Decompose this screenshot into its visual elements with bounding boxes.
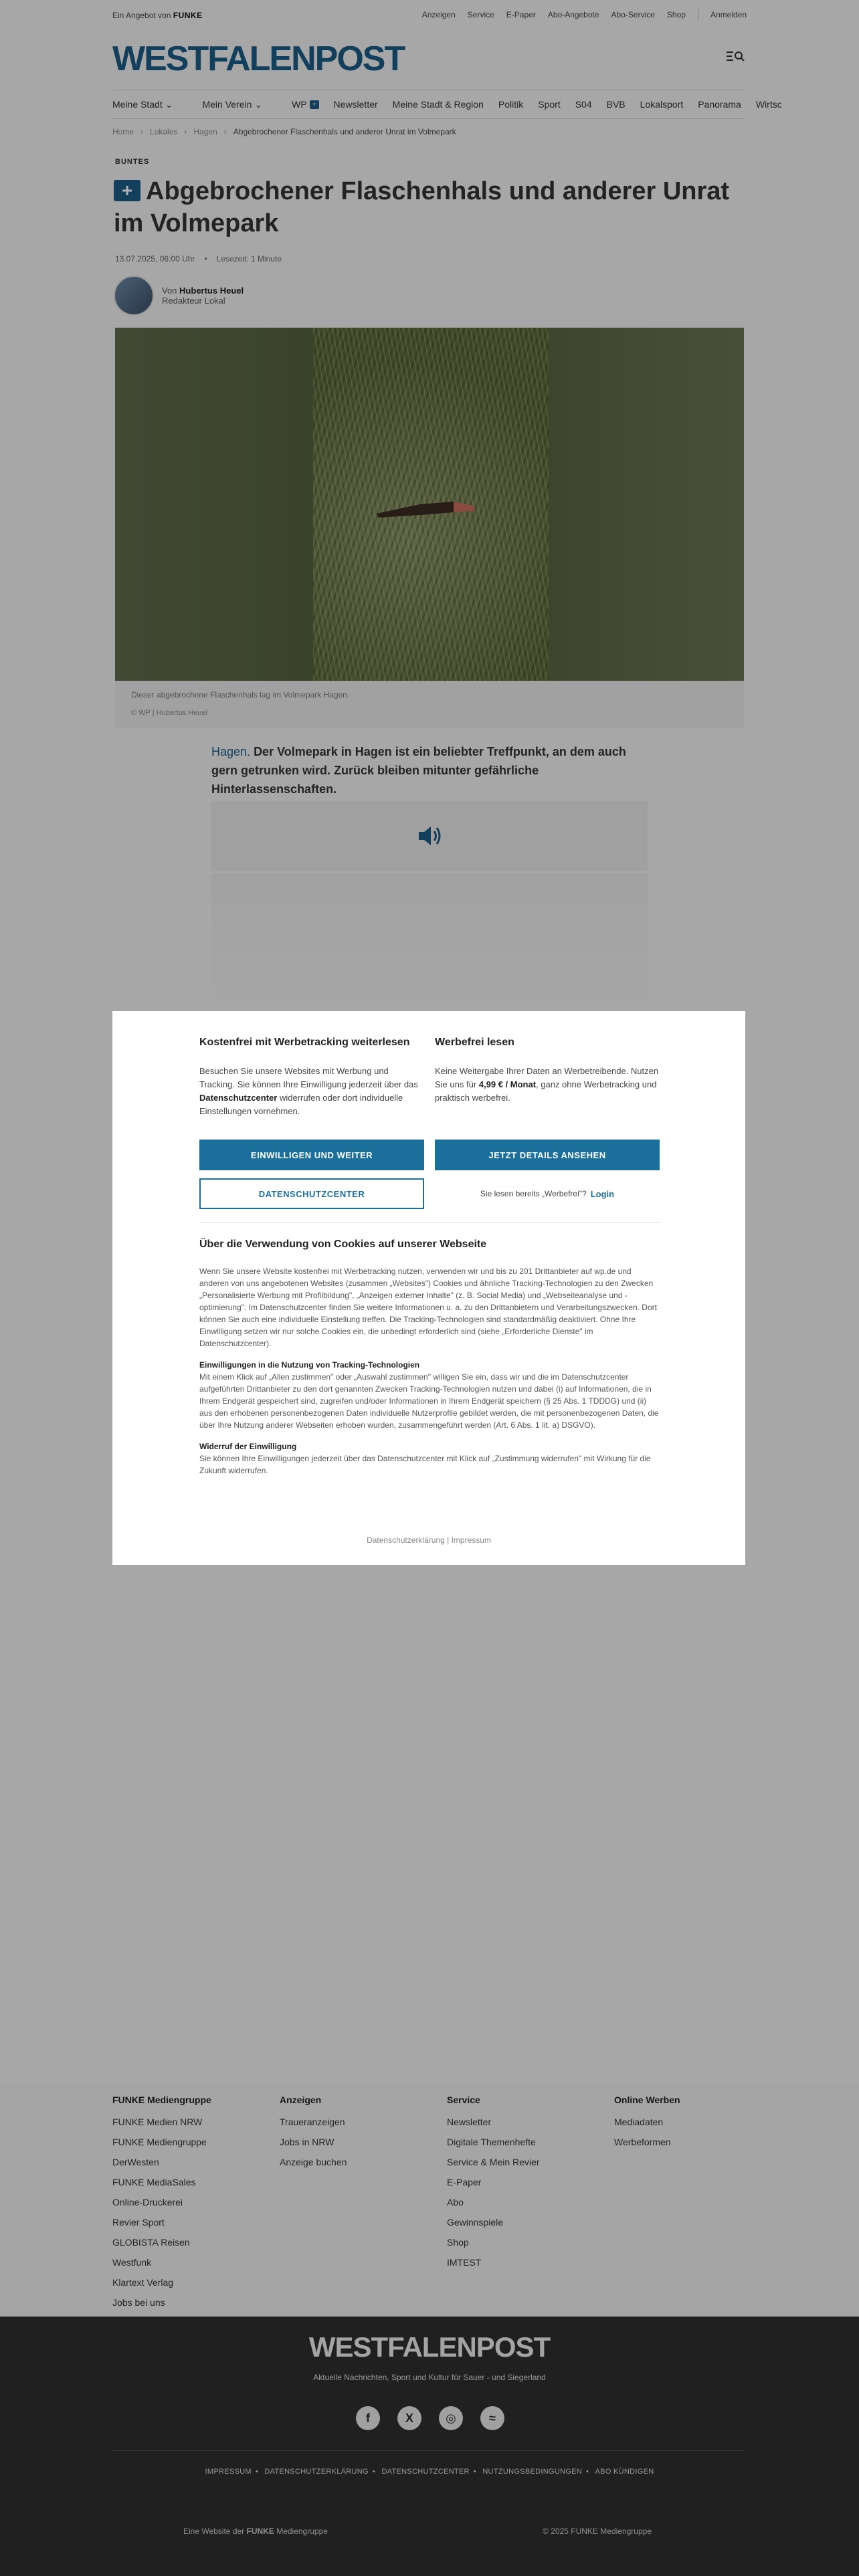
footer-link[interactable]: Mediadaten <box>614 2117 664 2127</box>
footer-link[interactable]: Jobs in NRW <box>280 2137 335 2147</box>
nav-epaper[interactable]: E-Paper <box>506 10 536 19</box>
nav-shop[interactable]: Shop <box>666 10 686 19</box>
article-date: 13.07.2025, 06:00 Uhr <box>115 254 195 263</box>
footer-link[interactable]: Service & Mein Revier <box>447 2157 540 2167</box>
details-button[interactable]: JETZT DETAILS ANSEHEN <box>435 1140 660 1170</box>
facebook-icon[interactable]: f <box>356 2406 380 2430</box>
footer-tagline: Aktuelle Nachrichten, Sport und Kultur für Sauer - und Siegerland <box>313 2373 546 2382</box>
nav-mein-verein[interactable]: Mein Verein ⌄ <box>202 98 263 110</box>
nav-bvb[interactable]: BVB <box>606 99 626 110</box>
breadcrumb-home[interactable]: Home <box>112 127 134 136</box>
footer-link[interactable]: Revier Sport <box>112 2217 165 2228</box>
funke-offer[interactable]: Ein Angebot von FUNKE <box>112 11 203 20</box>
image-credit: © WP | Hubertus Heuel <box>131 709 208 717</box>
legal-datenschutzcenter[interactable]: DATENSCHUTZCENTER <box>381 2468 470 2476</box>
nav-abo-angebote[interactable]: Abo-Angebote <box>547 10 599 19</box>
footer-col-service: Service Newsletter Digitale Themenhefte Service & Mein Revier E-Paper Abo Gewinnspiele Shop IMTEST <box>447 2095 540 2272</box>
accept-button[interactable]: EINWILLIGEN UND WEITER <box>199 1140 424 1170</box>
footer-col-funke: FUNKE Mediengruppe FUNKE Medien NRW FUNKE Mediengruppe DerWesten FUNKE MediaSales Online-Druckerei Revier Sport GLOBISTA Reisen Westfunk Klartext Verlag Jobs bei uns <box>112 2095 211 2313</box>
nav-panorama[interactable]: Panorama <box>698 99 741 110</box>
legal-datenschutzerklaerung[interactable]: DATENSCHUTZERKLÄRUNG <box>264 2468 369 2476</box>
footer-link[interactable]: FUNKE Medien NRW <box>112 2117 203 2127</box>
instagram-icon[interactable]: ◎ <box>439 2406 463 2430</box>
footer-link[interactable]: DerWesten <box>112 2157 159 2167</box>
author-role: Redakteur Lokal <box>162 296 225 306</box>
footer-link[interactable]: Westfunk <box>112 2257 152 2268</box>
legal-impressum[interactable]: IMPRESSUM <box>205 2468 252 2476</box>
nav-politik[interactable]: Politik <box>498 99 524 110</box>
nav-newsletter[interactable]: Newsletter <box>333 99 378 110</box>
reading-time: Lesezeit: 1 Minute <box>216 254 282 263</box>
already-subscriber: Sie lesen bereits „Werbefrei"? Login <box>480 1188 615 1199</box>
breadcrumb: Home › Lokales › Hagen › Abgebrochener Flaschenhals und anderer Unrat im Volmepark <box>112 127 456 136</box>
nav-anzeigen[interactable]: Anzeigen <box>421 10 456 19</box>
nav-meine-stadt[interactable]: Meine Stadt ⌄ <box>112 98 173 110</box>
site-logo[interactable]: WESTFALENPOST <box>112 39 405 78</box>
footer-link[interactable]: Shop <box>447 2237 469 2248</box>
footer-copyright: © 2025 FUNKE Mediengruppe <box>543 2527 652 2536</box>
funke-logo: FUNKE <box>173 11 203 20</box>
divider <box>199 1222 660 1223</box>
footer-link[interactable]: Gewinnspiele <box>447 2217 504 2228</box>
legal-nutzungsbedingungen[interactable]: NUTZUNGSBEDINGUNGEN <box>482 2468 583 2476</box>
legal-abo-kuendigen[interactable]: ABO KÜNDIGEN <box>595 2468 654 2476</box>
breadcrumb-current: Abgebrochener Flaschenhals und anderer Unrat im Volmepark <box>233 127 456 136</box>
footer-link[interactable]: Traueranzeigen <box>280 2117 345 2127</box>
footer-link[interactable]: E-Paper <box>447 2177 482 2187</box>
article-meta: 13.07.2025, 06:00 Uhr • Lesezeit: 1 Minute <box>115 254 282 263</box>
footer-link[interactable]: Online-Druckerei <box>112 2197 183 2208</box>
author-box[interactable]: Von Hubertus Heuel Redakteur Lokal <box>114 276 244 316</box>
nav-wp-plus[interactable]: WP + <box>292 99 318 110</box>
footer-logo[interactable]: WESTFALENPOST <box>308 2331 551 2363</box>
privacy-center-button[interactable]: DATENSCHUTZCENTER <box>199 1178 424 1209</box>
cookie-info-title: Über die Verwendung von Cookies auf unserer Webseite <box>199 1239 487 1250</box>
footer-owner: Eine Website der FUNKE Mediengruppe <box>183 2527 328 2536</box>
footer-link[interactable]: Abo <box>447 2197 464 2208</box>
nav-abo-service[interactable]: Abo-Service <box>611 10 655 19</box>
article-kicker: BUNTES <box>115 158 150 166</box>
image-caption: Dieser abgebrochene Flaschenhals lag im Volmepark Hagen. © WP | Hubertus Heuel <box>115 681 744 728</box>
x-icon[interactable]: X <box>397 2406 421 2430</box>
nav-meine-stadt-region[interactable]: Meine Stadt & Region <box>392 99 484 110</box>
nav-sport[interactable]: Sport <box>538 99 561 110</box>
login-link[interactable]: Login <box>590 1188 615 1199</box>
consent-modal <box>112 1011 745 1565</box>
nav-lokalsport[interactable]: Lokalsport <box>640 99 684 110</box>
privacy-policy-link[interactable]: Datenschutzerklärung <box>367 1535 445 1545</box>
footer-link[interactable]: Digitale Themenhefte <box>447 2137 536 2147</box>
footer-link[interactable]: IMTEST <box>447 2257 482 2268</box>
rss-icon[interactable]: ≈ <box>480 2406 504 2430</box>
footer-link[interactable]: Klartext Verlag <box>112 2277 174 2288</box>
chevron-down-icon: ⌄ <box>165 98 173 110</box>
footer-link[interactable]: Anzeige buchen <box>280 2157 347 2167</box>
login-link[interactable]: Anmelden <box>710 10 747 19</box>
footer-link[interactable]: FUNKE MediaSales <box>112 2177 196 2187</box>
consent-adfree-column: Werbefrei lesen Keine Weitergabe Ihrer Daten an Werbetreibende. Nutzen Sie uns für 4,99 € / Monat, ganz ohne Werbetracking und praktisch werbefrei. <box>435 1037 659 1103</box>
article-headline: + Abgebrochener Flaschenhals und anderer Unrat im Volmepark <box>114 177 730 237</box>
breadcrumb-lokales[interactable]: Lokales <box>150 127 178 136</box>
legal-links: IMPRESSUM • DATENSCHUTZERKLÄRUNG • DATENSCHUTZCENTER • NUTZUNGSBEDINGUNGEN • ABO KÜNDIGEN <box>205 2468 654 2476</box>
footer-link[interactable]: Werbeformen <box>614 2137 671 2147</box>
consent-adfree-title: Werbefrei lesen <box>435 1037 514 1048</box>
footer-link[interactable]: Jobs bei uns <box>112 2297 165 2308</box>
imprint-link[interactable]: Impressum <box>451 1535 491 1545</box>
footer-col-anzeigen: Anzeigen Traueranzeigen Jobs in NRW Anzeige buchen <box>280 2095 347 2172</box>
author-name: Hubertus Heuel <box>179 286 244 296</box>
cookie-info: Über die Verwendung von Cookies auf unserer Webseite Wenn Sie unsere Website kostenfrei mit Werbetracking nutzen, verwenden wir und bis zu 201 Drittanbieter auf wp.de und anderen von uns angebotenen Websites (zusammen „Websites") Cookies und ähnliche Tracking-Technologien zu den Zwecken „Personalisierte Werbung mit Profilbildung", „Anzeigen externer Inhalte" (z. B. Social Media) und „Webseiteanalyse und -optimierung". Im Datenschutzcenter finden Sie weitere Informationen u. a. zu den Drittanbietern und Verarbeitungszwecken. Dort können Sie auch eine individuelle Einstellung treffen. Die Tracking-Technologien sind standardmäßig deaktiviert. Ohne Ihre Einwilligung setzen wir nur solche Cookies ein, die unbedingt erforderlich sind (siehe „Erforderliche Dienste" im Datenschutzcenter). Einwilligungen in die Nutzung von Tracking-Technologien Mit einem Klick auf „Allen zustimmen" oder „Auswahl zustimmen" willigen Sie ein, dass wir und die im Datenschutzcenter aufgeführten Drittanbieter zu den dort genannten Zwecken Tracking-Technologien nutzen und dabei (i) auf Informationen, die in Ihrem Endgerät gespeichert sind, zugreifen und/oder Informationen in Ihrem Endgerät speichern (§ 25 Abs. 1 TDDDG) und (ii) aus den erhobenen personenbezogenen Daten individuelle Nutzerprofile gebildet werden, die mit personenbezogenen Daten, die über Ihre Nutzung anderer Webseiten erhoben wurden, zusammengeführt werden (Art. 6 Abs. 1 lit. a) DSGVO). Widerruf der Einwilligung Sie können Ihre Einwilligungen jederzeit über das Datenschutzcenter mit Klick auf „Zustimmung widerrufen" mit Wirkung für die Zukunft widerrufen. <box>199 1239 659 1475</box>
nav-service[interactable]: Service <box>467 10 494 19</box>
nav-s04[interactable]: S04 <box>575 99 592 110</box>
footer-link[interactable]: FUNKE Mediengruppe <box>112 2137 207 2147</box>
nav-wirtschaft[interactable]: Wirtsc <box>755 99 782 110</box>
price: 4,99 € / Monat <box>478 1079 537 1089</box>
plus-badge: + <box>310 100 319 109</box>
chevron-down-icon: ⌄ <box>254 98 263 110</box>
lead-dateline: Hagen. <box>211 745 251 758</box>
modal-links: Datenschutzerklärung | Impressum <box>367 1535 491 1545</box>
article-lead: Hagen. Der Volmepark in Hagen ist ein beliebter Treffpunkt, an dem auch gern getrunken wird. Zurück bleiben mitunter gefährliche Hinterlassenschaften. <box>211 745 626 796</box>
footer-link[interactable]: GLOBISTA Reisen <box>112 2237 190 2248</box>
footer-col-online-werben: Online Werben Mediadaten Werbeformen <box>614 2095 680 2152</box>
footer-link[interactable]: Newsletter <box>447 2117 492 2127</box>
consent-free-column: Kostenfrei mit Werbetracking weiterlesen Besuchen Sie unsere Websites mit Werbung und Tracking. Sie können Ihre Einwilligung jederzeit über das Datenschutzcenter widerrufen oder dort individuelle Einstellungen vornehmen. <box>199 1037 424 1118</box>
breadcrumb-hagen[interactable]: Hagen <box>193 127 217 136</box>
consent-free-title: Kostenfrei mit Werbetracking weiterlesen <box>199 1037 410 1048</box>
plus-badge-icon: + <box>114 180 140 201</box>
